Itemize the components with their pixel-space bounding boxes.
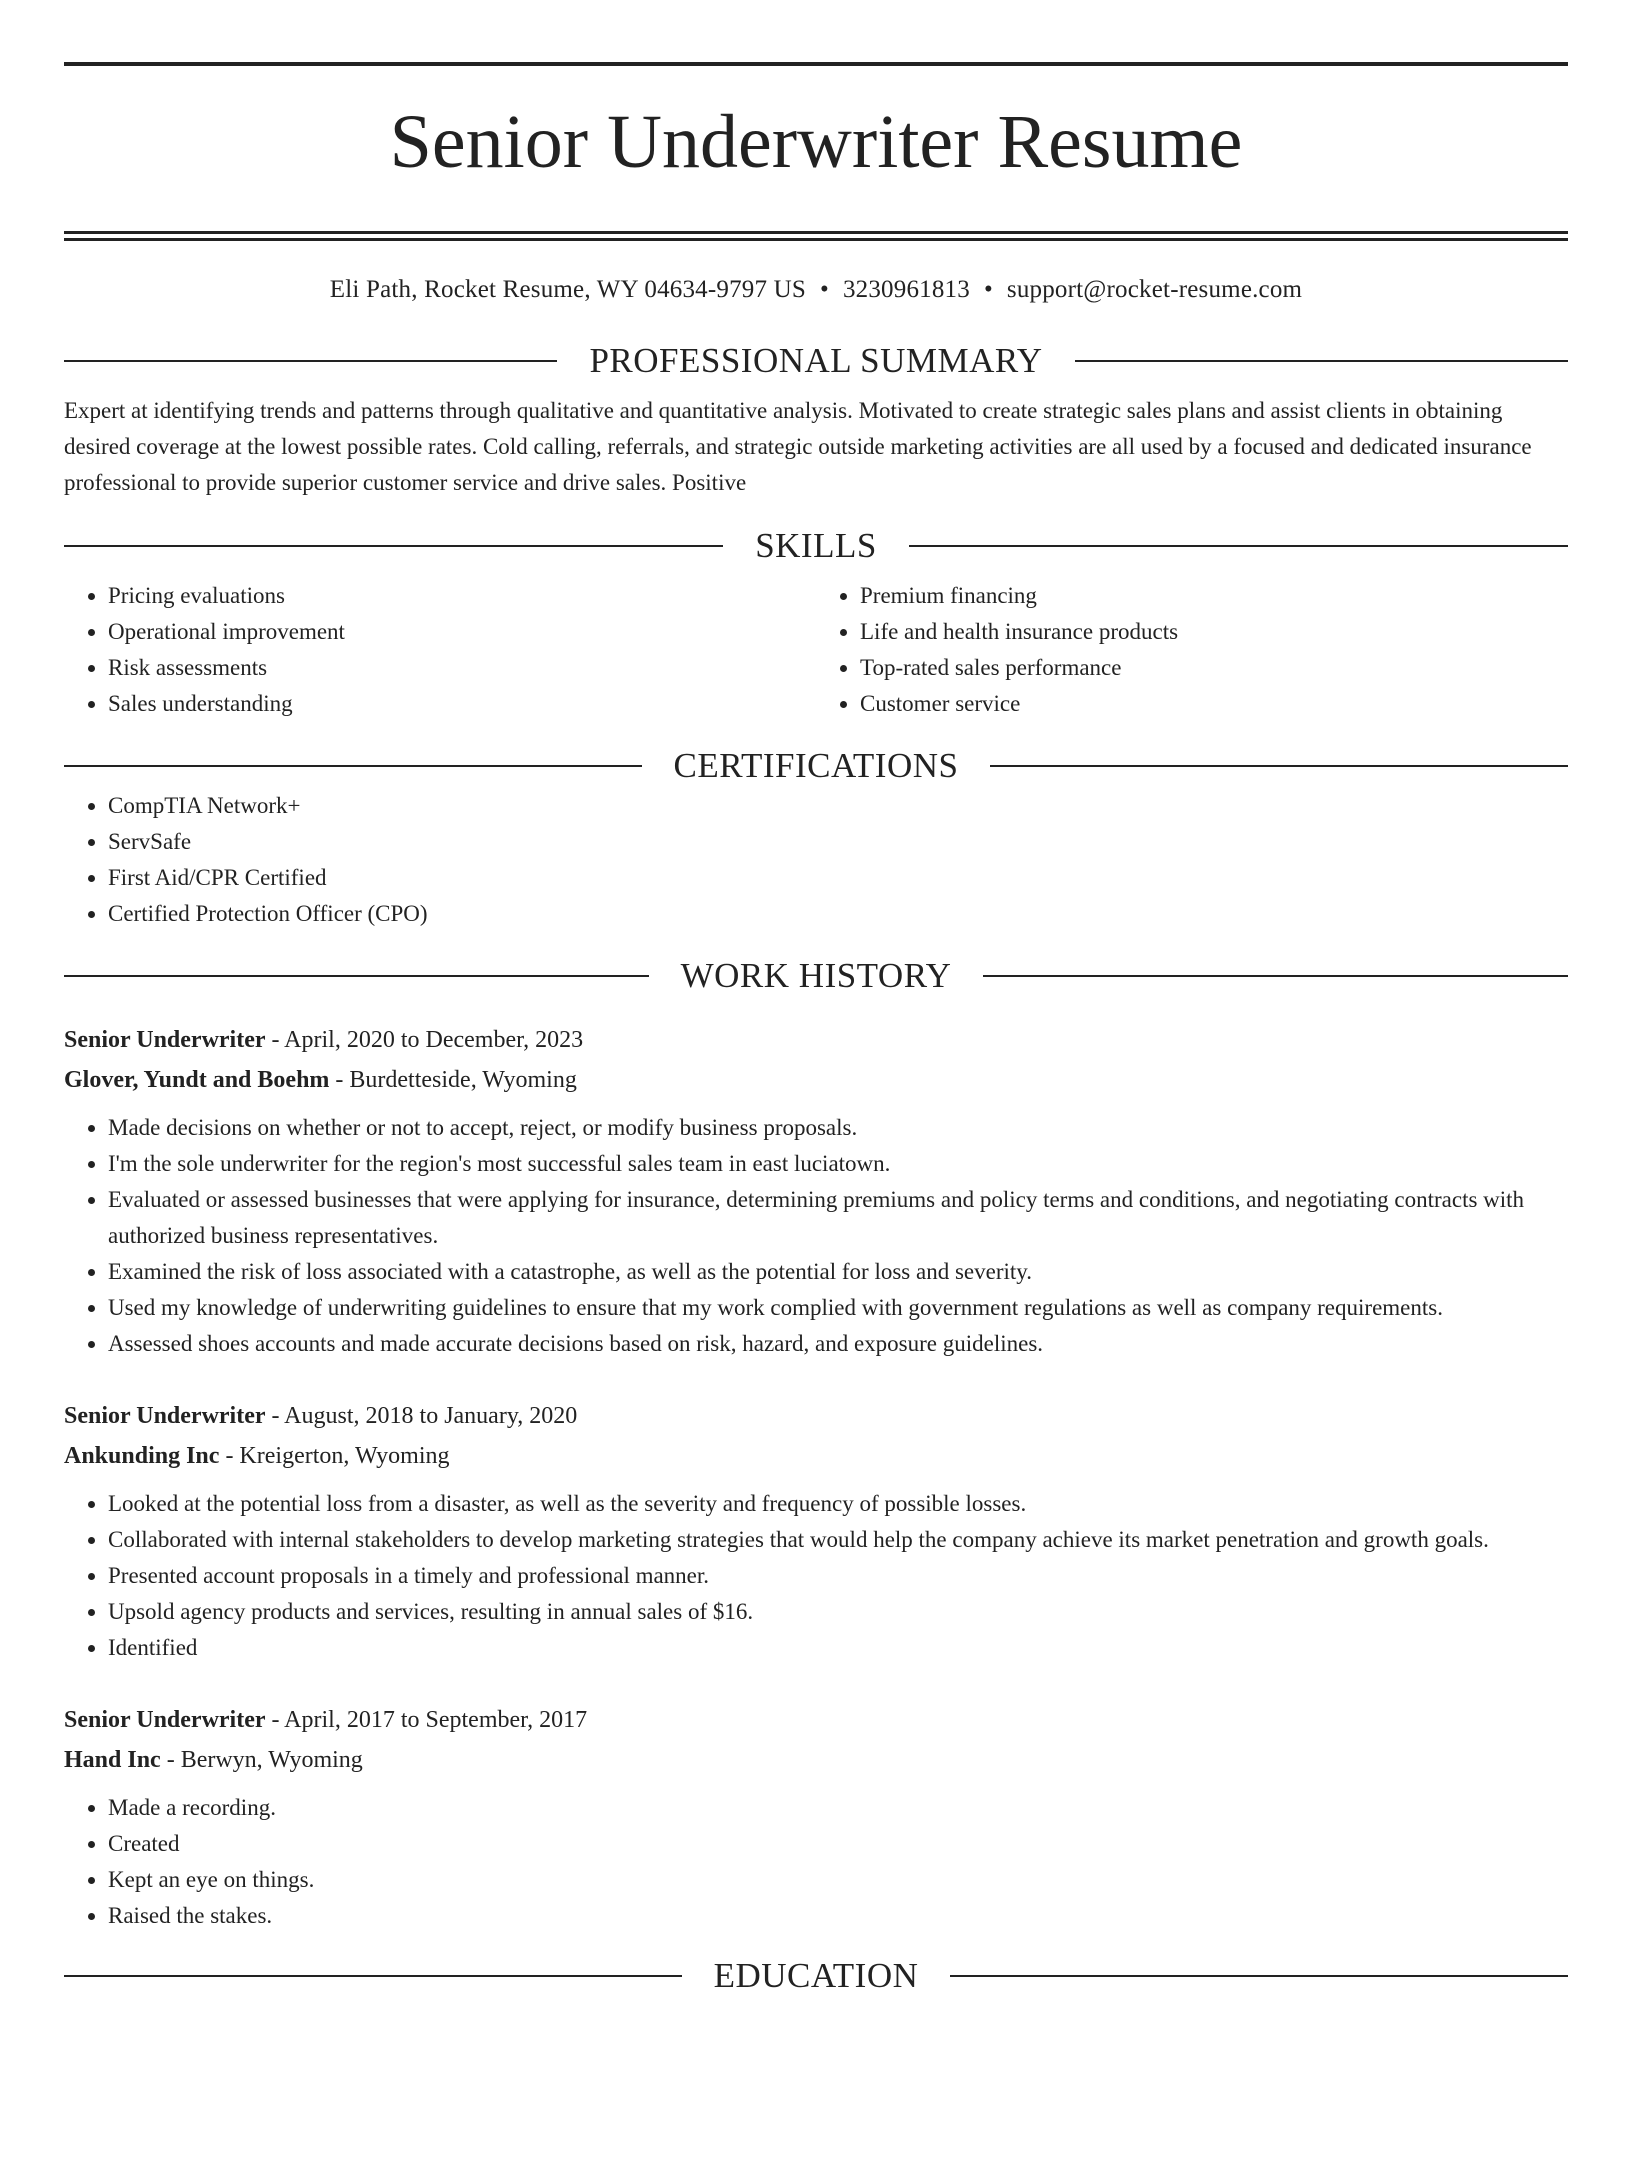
heading-rule <box>64 975 649 977</box>
job-company-line <box>64 1060 1568 1100</box>
list-item: • Top-rated sales performance <box>860 650 1568 686</box>
list-item: • Customer service <box>860 686 1568 722</box>
list-item: • Pricing evaluations <box>108 578 816 614</box>
list-item: • Premium financing <box>860 578 1568 614</box>
job-location: - Kreigerton, Wyoming <box>219 1442 450 1469</box>
list-item: • Operational improvement <box>108 614 816 650</box>
page-title: Senior Underwriter Resume <box>389 100 1243 184</box>
resume-page <box>0 62 1632 2174</box>
job-title-line <box>64 1700 1568 1740</box>
list-item: • Life and health insurance products <box>860 614 1568 650</box>
contact-separator: • <box>820 275 829 303</box>
job-role: Senior Underwriter <box>64 1026 266 1053</box>
job-bullets <box>64 1790 1568 1934</box>
job-company-line <box>64 1740 1568 1780</box>
job-company-line <box>64 1436 1568 1476</box>
contact-address: Eli Path, Rocket Resume, WY 04634-9797 US <box>329 275 806 303</box>
job-title-line <box>64 1020 1568 1060</box>
section-label: EDUCATION <box>713 1955 919 1995</box>
section-heading-work-history <box>64 954 1568 998</box>
list-item: • Looked at the potential loss from a disaster, as well as the severity and frequency of possible losses. <box>108 1486 1568 1522</box>
heading-rule <box>983 975 1568 977</box>
list-item: • Certified Protection Officer (CPO) <box>108 896 1568 932</box>
job-bullets <box>64 1486 1568 1666</box>
job-entry <box>64 1396 1568 1666</box>
contact-line <box>64 275 1568 305</box>
job-entry <box>64 1020 1568 1362</box>
contact-email: support@rocket-resume.com <box>1006 275 1303 303</box>
job-location: - Berwyn, Wyoming <box>160 1746 363 1773</box>
job-bullets <box>64 1110 1568 1362</box>
list-item: • ServSafe <box>108 824 1568 860</box>
list-item: • Evaluated or assessed businesses that were applying for insurance, determining premiums and policy terms and conditions, and negotiating contracts with authorized business representatives. <box>108 1182 1568 1254</box>
heading-rule <box>64 360 557 362</box>
certifications-list <box>64 788 1568 932</box>
summary-text: Expert at identifying trends and patterns through qualitative and quantitative analysis. Motivated to create strategic sales plans and assist clients in obtaining desired coverage at the lowest possible rates. Cold calling, referrals, and strategic outside marketing activities are all used by a focused and dedicated insurance professional to provide superior customer service and drive sales. Positive <box>64 397 1532 495</box>
job-dates: - April, 2017 to September, 2017 <box>265 1706 588 1733</box>
section-heading-summary <box>64 339 1568 383</box>
job-dates: - April, 2020 to December, 2023 <box>265 1026 584 1053</box>
list-item: • Risk assessments <box>108 650 816 686</box>
section-label: SKILLS <box>755 525 877 565</box>
heading-rule <box>950 1975 1568 1977</box>
title-double-rule <box>64 231 1568 241</box>
list-item: • Assessed shoes accounts and made accurate decisions based on risk, hazard, and exposure guidelines. <box>108 1326 1568 1362</box>
top-rule <box>64 62 1568 66</box>
heading-rule <box>64 765 642 767</box>
section-heading-education <box>64 1954 1568 1998</box>
list-item: • Kept an eye on things. <box>108 1862 1568 1898</box>
section-label: CERTIFICATIONS <box>673 745 959 785</box>
skills-column-right <box>816 578 1568 722</box>
list-item: • Collaborated with internal stakeholders to develop marketing strategies that would help the company achieve its market penetration and growth goals. <box>108 1522 1568 1558</box>
job-role: Senior Underwriter <box>64 1706 266 1733</box>
list-item: • Identified <box>108 1630 1568 1666</box>
job-company: Hand Inc <box>64 1746 161 1773</box>
job-company: Glover, Yundt and Boehm <box>64 1066 330 1093</box>
job-company: Ankunding Inc <box>64 1442 220 1469</box>
list-item: • Used my knowledge of underwriting guidelines to ensure that my work complied with government regulations as well as company requirements. <box>108 1290 1568 1326</box>
skills-grid <box>64 578 1568 722</box>
list-item: • Presented account proposals in a timely and professional manner. <box>108 1558 1568 1594</box>
job-title-line <box>64 1396 1568 1436</box>
list-item: • I'm the sole underwriter for the region's most successful sales team in east luciatown. <box>108 1146 1568 1182</box>
list-item: • Made a recording. <box>108 1790 1568 1826</box>
heading-rule <box>64 545 723 547</box>
section-label: WORK HISTORY <box>680 955 952 995</box>
skills-column-left <box>64 578 816 722</box>
list-item: • Raised the stakes. <box>108 1898 1568 1934</box>
section-heading-skills <box>64 524 1568 568</box>
list-item: • Created <box>108 1826 1568 1862</box>
section-heading-certifications <box>64 744 1568 788</box>
contact-separator: • <box>983 275 993 303</box>
job-location: - Burdetteside, Wyoming <box>329 1066 577 1093</box>
job-entry <box>64 1700 1568 1934</box>
list-item: • Made decisions on whether or not to accept, reject, or modify business proposals. <box>108 1110 1568 1146</box>
list-item: • Sales understanding <box>108 686 816 722</box>
job-role: Senior Underwriter <box>64 1402 266 1429</box>
heading-rule <box>1075 360 1568 362</box>
list-item: • CompTIA Network+ <box>108 788 1568 824</box>
contact-phone: 3230961813 <box>842 275 970 303</box>
job-dates: - August, 2018 to January, 2020 <box>265 1402 578 1429</box>
heading-rule <box>990 765 1568 767</box>
section-label: PROFESSIONAL SUMMARY <box>589 340 1043 380</box>
list-item: • Examined the risk of loss associated with a catastrophe, as well as the potential for loss and severity. <box>108 1254 1568 1290</box>
heading-rule <box>909 545 1568 547</box>
heading-rule <box>64 1975 682 1977</box>
list-item: • First Aid/CPR Certified <box>108 860 1568 896</box>
list-item: • Upsold agency products and services, resulting in annual sales of $16. <box>108 1594 1568 1630</box>
